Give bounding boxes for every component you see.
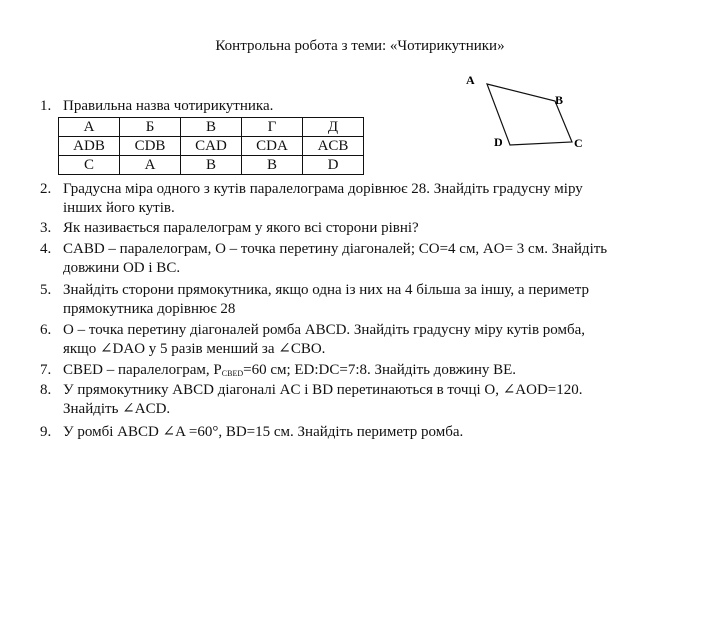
- question-text: CBED – паралелограм, $P_{CBED}=60$ см; ED:DC=7:8. Знайдіть довжину BE.: [63, 362, 517, 378]
- table-cell: CAD: [181, 137, 242, 156]
- question-number: 1.: [40, 98, 52, 114]
- options-table: [58, 117, 364, 175]
- perimeter-subscript: CBED: [221, 369, 244, 378]
- table-cell: B: [181, 156, 242, 175]
- quadrilateral-figure: [460, 70, 600, 160]
- table-row-names: [59, 137, 364, 156]
- vertex-label-b: B: [555, 93, 564, 107]
- page-title: Контрольна робота з теми: «Чотирикутники»: [215, 38, 505, 54]
- question-number: 7.: [40, 362, 52, 378]
- question-text: Знайдіть ∠ACD.: [63, 401, 171, 417]
- question-text: CABD – паралелограм, O – точка перетину діагоналей; CO=4 см, AO= 3 см. Знайдіть: [63, 241, 608, 257]
- question-text: У прямокутнику ABCD діагоналі AC і BD перетинаються в точці O, ∠AOD=120.: [63, 382, 583, 398]
- question-number: 2.: [40, 181, 52, 197]
- question-text: У ромбі ABCD ∠A =60°, BD=15 см. Знайдіть периметр ромба.: [63, 424, 464, 440]
- question-number: 4.: [40, 241, 52, 257]
- question-number: 5.: [40, 282, 52, 298]
- vertex-label-a: A: [466, 73, 475, 87]
- question-text: Градусна міра одного з кутів паралелограма дорівнює 28. Знайдіть градусну міру: [63, 181, 583, 197]
- question-text: довжини OD і BC.: [63, 260, 181, 276]
- table-cell: C: [59, 156, 120, 175]
- table-cell: ACB: [303, 137, 364, 156]
- table-cell: А: [59, 118, 120, 137]
- question-text: Знайдіть сторони прямокутника, якщо одна із них на 4 більша за іншу, а периметр: [63, 282, 589, 298]
- question-number: 6.: [40, 322, 52, 338]
- table-cell: В: [181, 118, 242, 137]
- vertex-label-c: C: [574, 136, 583, 150]
- table-row-answers: [59, 156, 364, 175]
- table-row-headers: [59, 118, 364, 137]
- question-text: Правильна назва чотирикутника.: [63, 98, 274, 114]
- table-cell: Б: [120, 118, 181, 137]
- question-number: 3.: [40, 220, 52, 236]
- table-cell: CDA: [242, 137, 303, 156]
- question-number: 8.: [40, 382, 52, 398]
- question-text: O – точка перетину діагоналей ромба ABCD. Знайдіть градусну міру кутів ромба,: [63, 322, 586, 338]
- table-cell: CDB: [120, 137, 181, 156]
- question-number: 9.: [40, 424, 52, 440]
- question-text: якщо ∠DAO у 5 разів менший за ∠CBO.: [63, 341, 326, 357]
- vertex-label-d: D: [494, 135, 503, 149]
- question-text: прямокутника дорівнює 28: [63, 301, 236, 317]
- table-cell: B: [242, 156, 303, 175]
- table-cell: Д: [303, 118, 364, 137]
- table-cell: ADB: [59, 137, 120, 156]
- question-text: інших його кутів.: [63, 200, 175, 216]
- table-cell: A: [120, 156, 181, 175]
- table-cell: Г: [242, 118, 303, 137]
- question-text: Як називається паралелограм у якого всі сторони рівні?: [63, 220, 419, 236]
- table-cell: D: [303, 156, 364, 175]
